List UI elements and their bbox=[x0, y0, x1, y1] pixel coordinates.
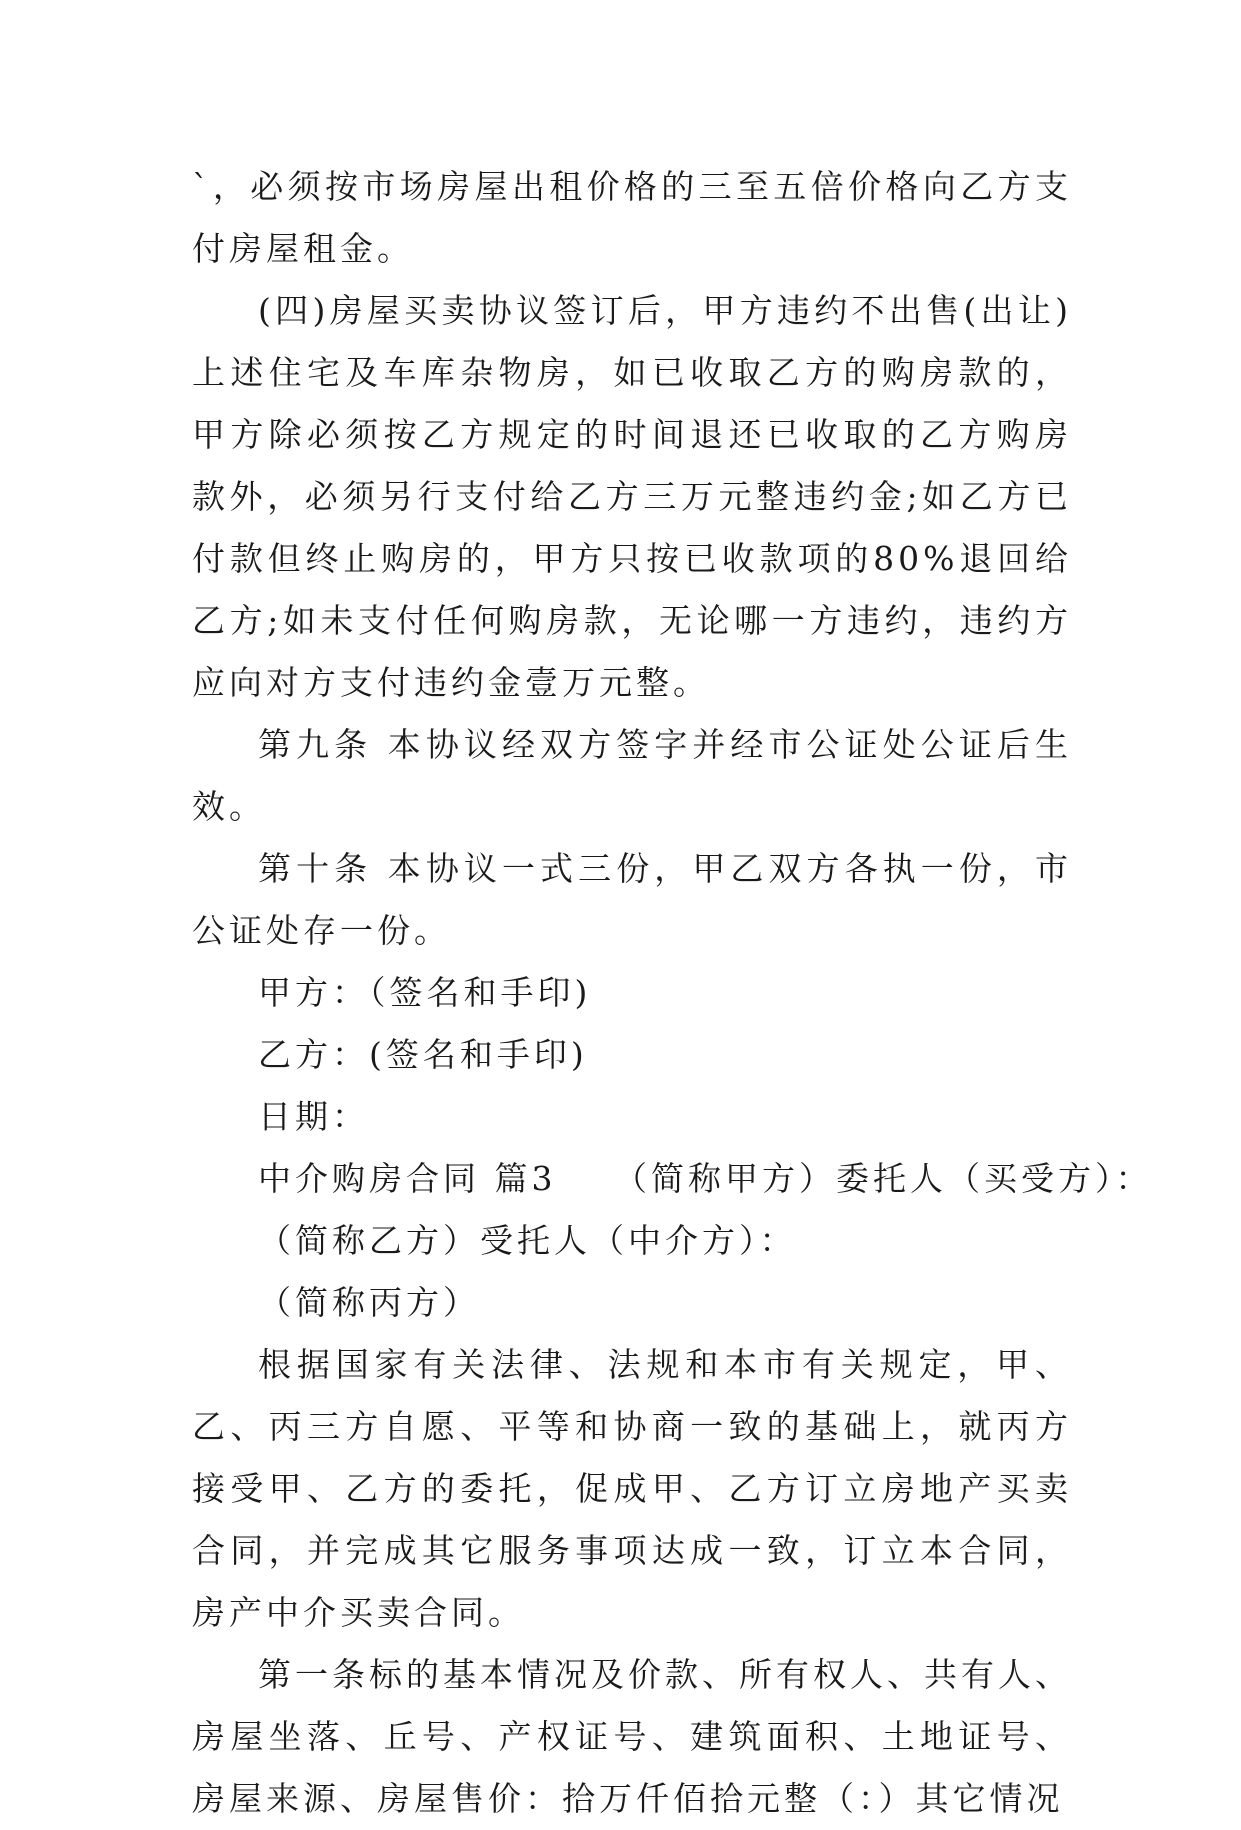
paragraph-clause-four: (四)房屋买卖协议签订后，甲方违约不出售(出让)上述住宅及车库杂物房，如已收取乙方的购房款的，甲方除必须按乙方规定的时间退还已收取的乙方购房款外，必须另行支付给乙方三万元整违约金;如乙方已付款但终止购房的，甲方只按已收款项的80%退回给乙方;如未支付任何购房款，无论哪一方违约，违约方应向对方支付违约金壹万元整。 bbox=[192, 291, 1072, 702]
document-body bbox=[192, 156, 1153, 1830]
party-b-line: （简称乙方）受托人（中介方）： bbox=[258, 1221, 797, 1260]
contract-heading-line: 中介购房合同 篇3 （简称甲方）委托人（买受方）： bbox=[258, 1159, 1153, 1198]
signature-party-b: 乙方：(签名和手印) bbox=[258, 1035, 588, 1074]
paragraph-article-ten: 第十条 本协议一式三份，甲乙双方各执一份，市公证处存一份。 bbox=[192, 849, 1072, 950]
paragraph-article-one: 第一条标的基本情况及价款、所有权人、共有人、房屋坐落、丘号、产权证号、建筑面积、土地证号、房屋来源、房屋售价：拾万仟佰拾元整（：）其它情况 bbox=[192, 1655, 1072, 1818]
signature-party-a: 甲方：（签名和手印) bbox=[258, 973, 592, 1012]
paragraph-rent-penalty: `，必须按市场房屋出租价格的三至五倍价格向乙方支付房屋租金。 bbox=[192, 167, 1072, 268]
paragraph-article-nine: 第九条 本协议经双方签字并经市公证处公证后生效。 bbox=[192, 725, 1072, 826]
paragraph-preamble: 根据国家有关法律、法规和本市有关规定，甲、乙、丙三方自愿、平等和协商一致的基础上，就丙方接受甲、乙方的委托，促成甲、乙方订立房地产买卖合同，并完成其它服务事项达成一致，订立本合同，房产中介买卖合同。 bbox=[192, 1345, 1072, 1632]
signature-date: 日期： bbox=[258, 1097, 369, 1136]
party-c-line: （简称丙方） bbox=[258, 1283, 480, 1322]
